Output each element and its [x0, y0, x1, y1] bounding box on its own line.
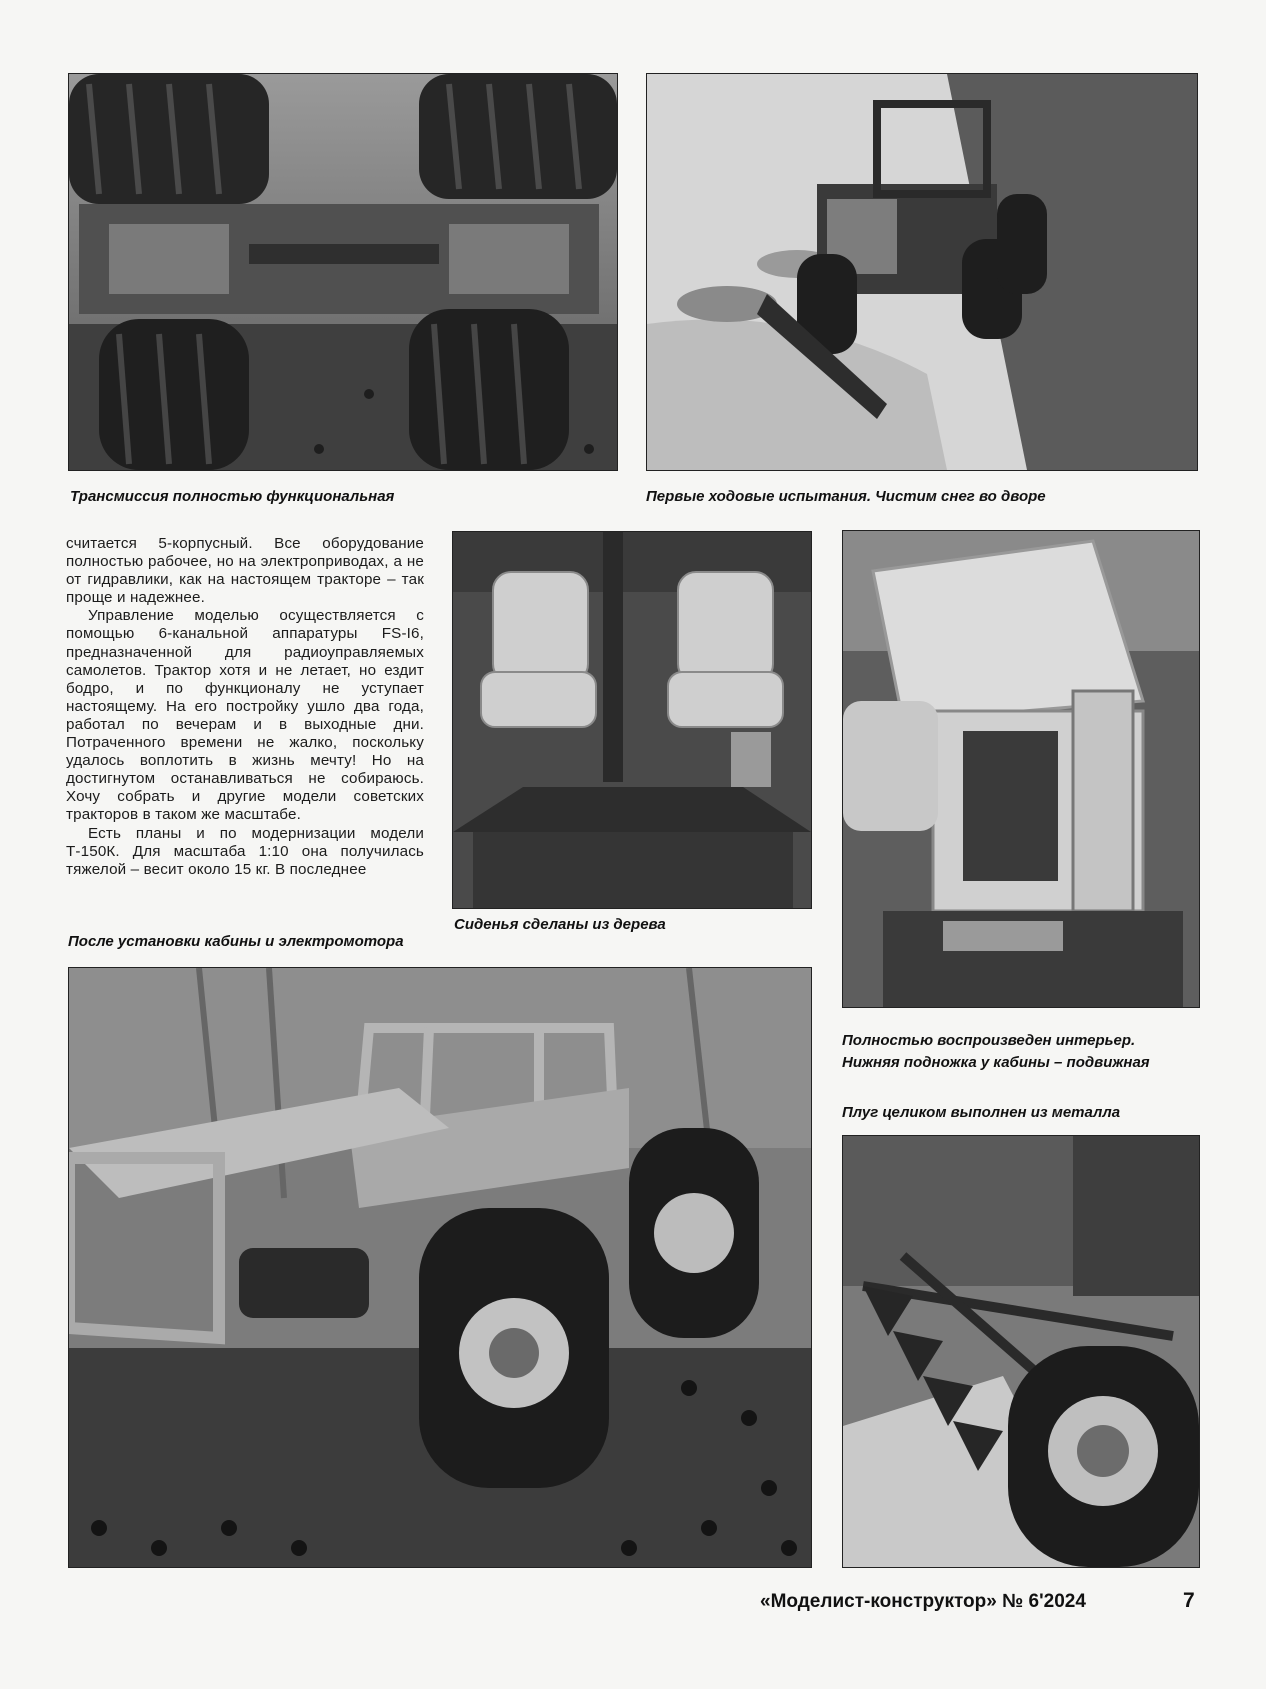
cab-motor-illustration [69, 968, 811, 1567]
article-text [66, 535, 424, 879]
caption-cab-interior-line1: Полностью воспроизведен интерьер. [842, 1032, 1136, 1049]
seats-illustration [453, 532, 811, 908]
photo-cab-motor [68, 967, 812, 1568]
article-paragraph: считается 5-корпусный. Все оборудование полностью рабочее, но на электроприводах, а не от гидравлики, как на настоящем тракторе – так проще и надежнее. [66, 535, 424, 607]
caption-cab-interior-line2: Нижняя подножка у кабины – подвижная [842, 1054, 1150, 1071]
plow-illustration [843, 1136, 1199, 1567]
cab-interior-illustration [843, 531, 1199, 1007]
magazine-title: «Моделист-конструктор» № 6'2024 [760, 1591, 1086, 1612]
caption-plow: Плуг целиком выполнен из металла [842, 1104, 1121, 1121]
caption-transmission: Трансмиссия полностью функциональная [70, 488, 395, 505]
page-number: 7 [1183, 1589, 1195, 1612]
caption-snow-test: Первые ходовые испытания. Чистим снег во дворе [646, 488, 1046, 505]
transmission-illustration [69, 74, 617, 470]
caption-seats: Сиденья сделаны из дерева [454, 916, 666, 933]
article-paragraph: Есть планы и по модернизации модели Т-150К. Для масштаба 1:10 она получилась тяжелой – весит около 15 кг. В последнее [66, 824, 424, 878]
photo-seats [452, 531, 812, 909]
photo-transmission [68, 73, 618, 471]
photo-cab-interior [842, 530, 1200, 1008]
snow-test-illustration [647, 74, 1197, 470]
article-paragraph: Управление моделью осуществляется с помощью 6-канальной аппаратуры FS-I6, предназначенной для радиоуправляемых самолетов. Трактор хотя и не летает, но ездит бодро, и по функционалу не уступает настоящему. На его постройку ушло два года, работал по вечерам и в выходные дни. Потраченного времени не жалко, поскольку удалось воплотить в жизнь мечту! Но на достигнутом останавливаться не собираюсь. Хочу собрать и другие модели советских тракторов в таком же масштабе. [66, 607, 424, 824]
photo-plow [842, 1135, 1200, 1568]
photo-snow-test [646, 73, 1198, 471]
caption-cab-motor: После установки кабины и электромотора [68, 933, 404, 950]
